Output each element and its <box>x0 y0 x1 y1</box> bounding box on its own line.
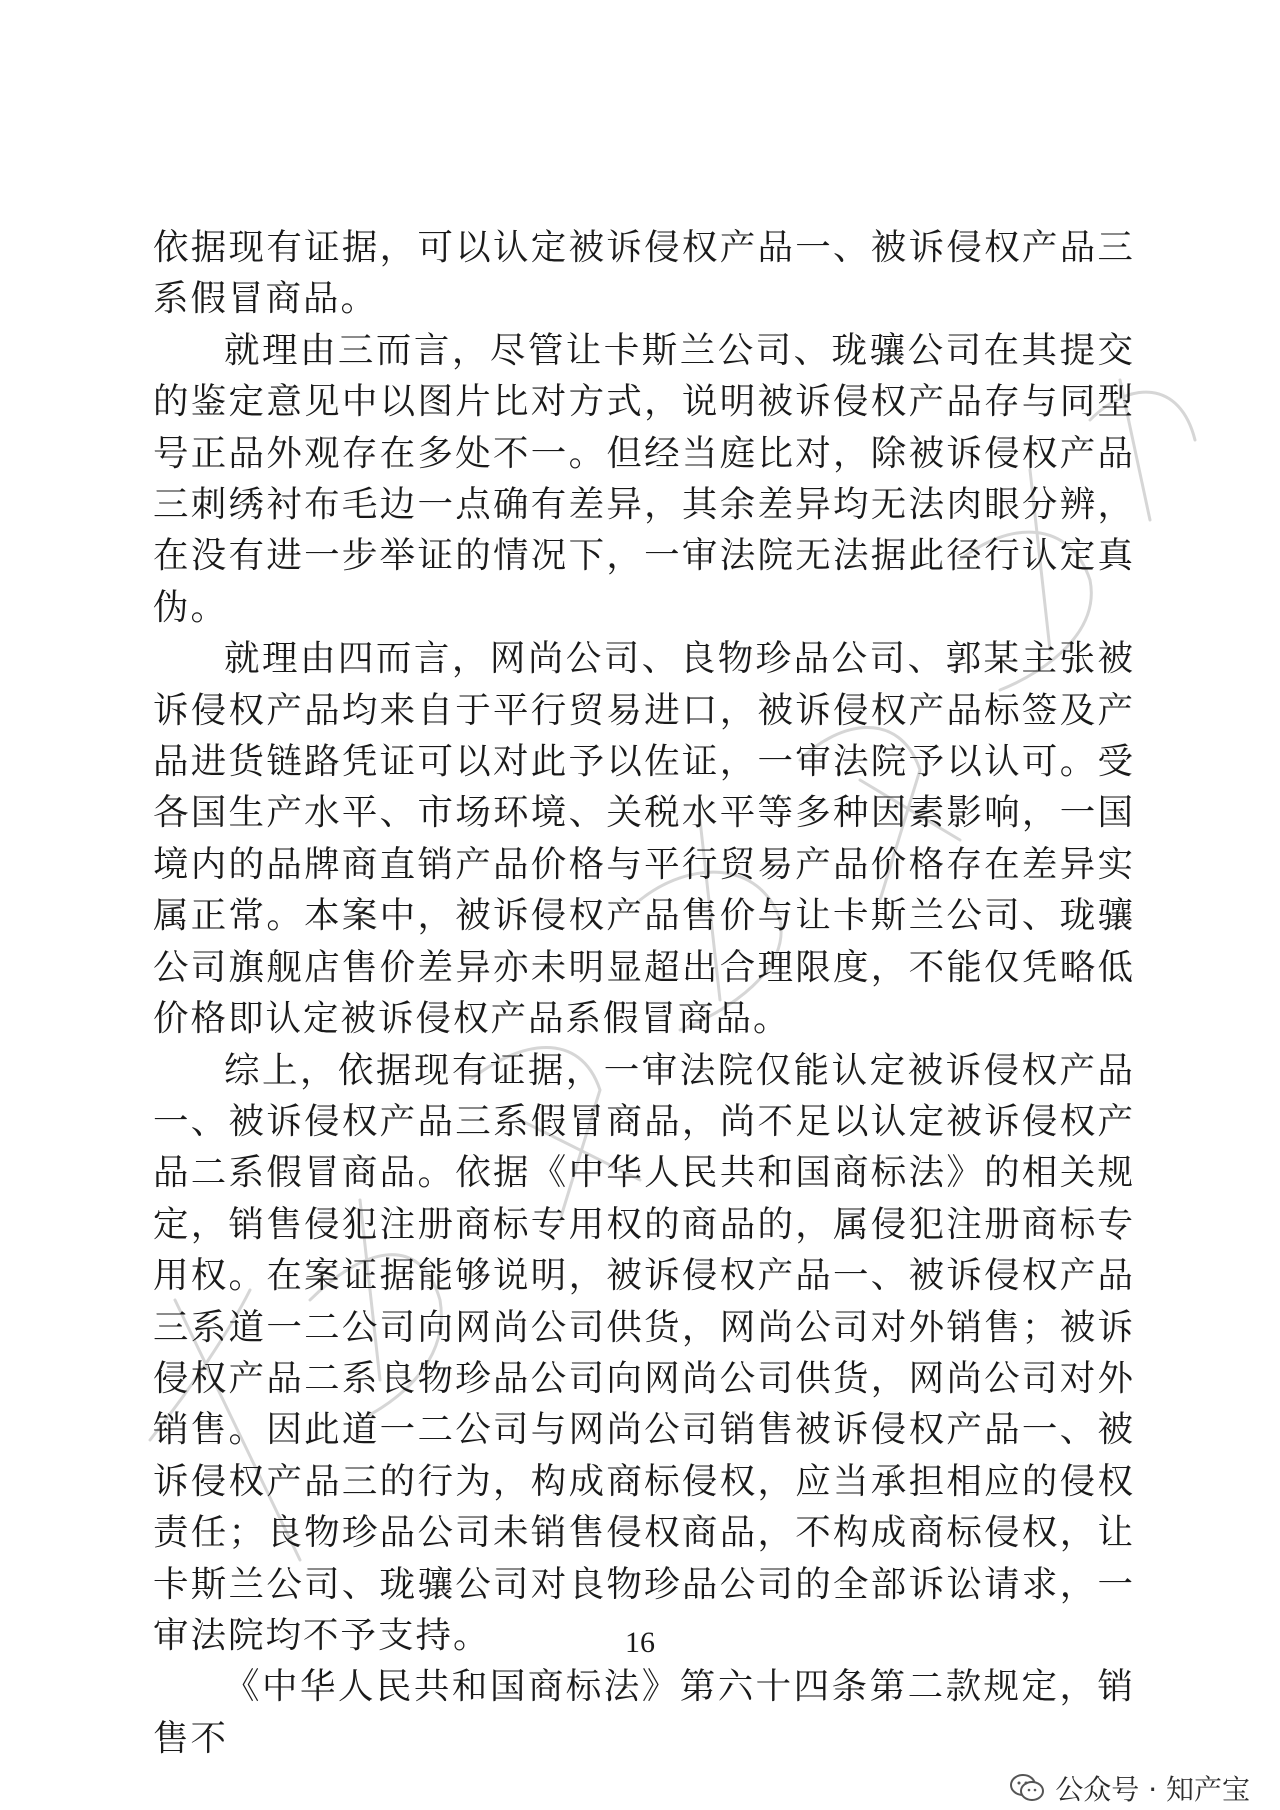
footer-brand-label: 公众号 · 知产宝 <box>1055 1773 1250 1806</box>
page-number: 16 <box>625 1626 655 1659</box>
paragraph-2: 就理由三而言，尽管让卡斯兰公司、珑骧公司在其提交的鉴定意见中以图片比对方式，说明被诉侵权产品存与同型号正品外观存在多处不一。但经当庭比对，除被诉侵权产品三刺绣衬布毛边一点确有差异，其余差异均无法肉眼分辨，在没有进一步举证的情况下，一审法院无法据此径行认定真伪。 <box>153 329 1135 628</box>
wechat-icon <box>1009 1773 1045 1803</box>
paragraph-5: 《中华人民共和国商标法》第六十四条第二款规定，销售不 <box>153 1666 1135 1759</box>
paragraph-4: 综上，依据现有证据，一审法院仅能认定被诉侵权产品一、被诉侵权产品三系假冒商品，尚不足以认定被诉侵权产品二系假冒商品。依据《中华人民共和国商标法》的相关规定，销售侵犯注册商标专用权的商品的，属侵犯注册商标专用权。在案证据能够说明，被诉侵权产品一、被诉侵权产品三系道一二公司向网尚公司供货，网尚公司对外销售；被诉侵权产品二系良物珍品公司向网尚公司供货，网尚公司对外销售。因此道一二公司与网尚公司销售被诉侵权产品一、被诉侵权产品三的行为，构成商标侵权，应当承担相应的侵权责任；良物珍品公司未销售侵权商品，不构成商标侵权，让卡斯兰公司、珑骧公司对良物珍品公司的全部诉讼请求，一审法院均不予支持。 <box>153 1049 1135 1656</box>
body-text <box>153 222 1135 1764</box>
paragraph-1: 依据现有证据，可以认定被诉侵权产品一、被诉侵权产品三系假冒商品。 <box>153 227 1135 320</box>
paragraph-3: 就理由四而言，网尚公司、良物珍品公司、郭某主张被诉侵权产品均来自于平行贸易进口，被诉侵权产品标签及产品进货链路凭证可以对此予以佐证，一审法院予以认可。受各国生产水平、市场环境、关税水平等多种因素影响，一国境内的品牌商直销产品价格与平行贸易产品价格存在差异实属正常。本案中，被诉侵权产品售价与让卡斯兰公司、珑骧公司旗舰店售价差异亦未明显超出合理限度，不能仅凭略低价格即认定被诉侵权产品系假冒商品。 <box>153 638 1135 1040</box>
footer-brand <box>1009 1768 1250 1808</box>
